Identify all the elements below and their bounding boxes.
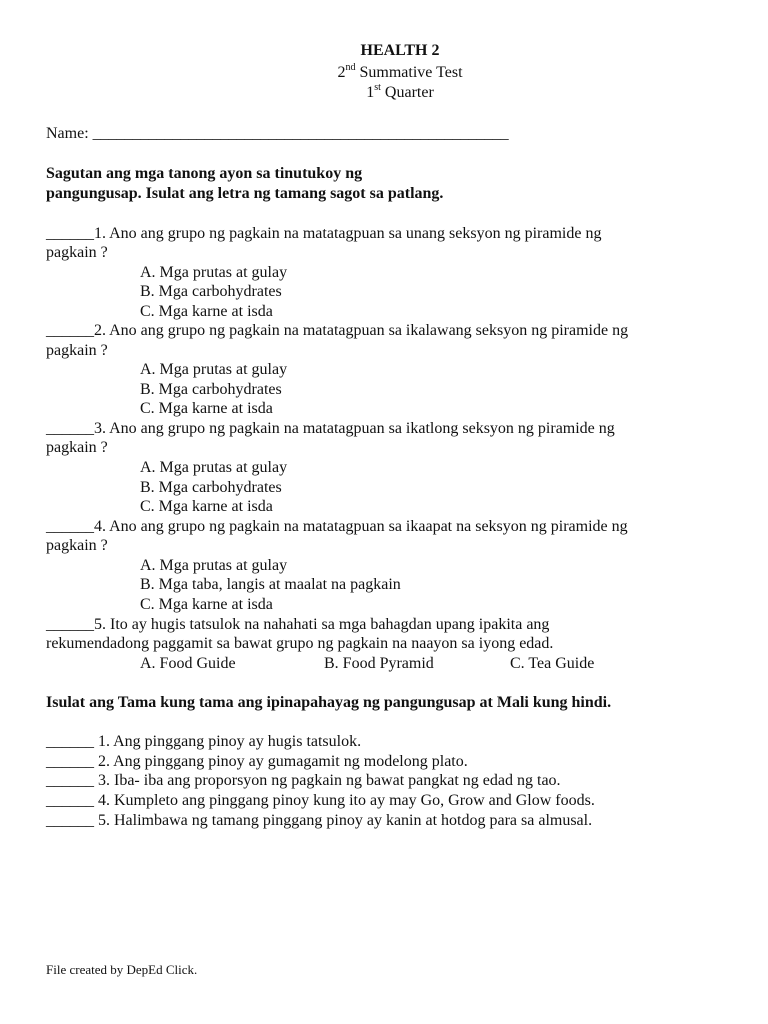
instructions-2: Isulat ang Tama kung tama ang ipinapahayag ng pangungusap at Mali kung hindi. bbox=[46, 694, 612, 711]
question-3-text: ______3. Ano ang grupo ng pagkain na matatagpuan sa ikatlong seksyon ng piramide ng bbox=[46, 420, 615, 437]
quarter-ordinal-suffix: st bbox=[374, 82, 381, 93]
instructions-1-line-2: pangungusap. Isulat ang letra ng tamang sagot sa patlang. bbox=[46, 185, 444, 202]
question-4-option-a: A. Mga prutas at gulay bbox=[140, 557, 288, 574]
question-1-option-c: C. Mga karne at isda bbox=[140, 303, 273, 320]
question-2-option-c: C. Mga karne at isda bbox=[140, 400, 273, 417]
quarter bbox=[0, 83, 768, 103]
question-4-text: ______4. Ano ang grupo ng pagkain na matatagpuan sa ikaapat na seksyon ng piramide ng bbox=[46, 518, 628, 535]
true-false-item-5: ______ 5. Halimbawa ng tamang pinggang pinoy ay kanin at hotdog para sa almusal. bbox=[46, 812, 593, 829]
question-3-option-c: C. Mga karne at isda bbox=[140, 498, 273, 515]
question-4-text-cont: pagkain ? bbox=[46, 537, 108, 554]
question-4-option-c: C. Mga karne at isda bbox=[140, 596, 273, 613]
question-5-text-cont: rekumendadong paggamit sa bawat grupo ng pagkain na naayon sa iyong edad. bbox=[46, 635, 554, 652]
instructions-1-line-1: Sagutan ang mga tanong ayon sa tinutukoy ng bbox=[46, 165, 363, 182]
quarter-text: Quarter bbox=[380, 84, 434, 101]
question-1-text-cont: pagkain ? bbox=[46, 244, 108, 261]
name-field[interactable]: Name: ____________________________________________________ bbox=[46, 125, 509, 142]
true-false-item-3: ______ 3. Iba- iba ang proporsyon ng pagkain ng bawat pangkat ng edad ng tao. bbox=[46, 772, 561, 789]
question-1-option-b: B. Mga carbohydrates bbox=[140, 283, 282, 300]
question-5-option-a: A. Food Guide bbox=[140, 655, 236, 672]
true-false-item-4: ______ 4. Kumpleto ang pinggang pinoy kung ito ay may Go, Grow and Glow foods. bbox=[46, 792, 595, 809]
question-2-option-a: A. Mga prutas at gulay bbox=[140, 361, 288, 378]
true-false-item-2: ______ 2. Ang pinggang pinoy ay gumagamit ng modelong plato. bbox=[46, 753, 468, 770]
subtitle-ordinal: 2 bbox=[337, 64, 346, 81]
question-2-text: ______2. Ano ang grupo ng pagkain na matatagpuan sa ikalawang seksyon ng piramide ng bbox=[46, 322, 629, 339]
footer-credit: File created by DepEd Click. bbox=[46, 962, 198, 977]
question-3-text-cont: pagkain ? bbox=[46, 439, 108, 456]
question-3-option-a: A. Mga prutas at gulay bbox=[140, 459, 288, 476]
question-5-option-c: C. Tea Guide bbox=[510, 655, 595, 672]
question-4-option-b: B. Mga taba, langis at maalat na pagkain bbox=[140, 576, 401, 593]
page-title: HEALTH 2 bbox=[360, 42, 440, 59]
question-5-option-b: B. Food Pyramid bbox=[324, 655, 434, 672]
subtitle-text: Summative Test bbox=[355, 64, 463, 81]
subtitle-ordinal-suffix: nd bbox=[345, 62, 356, 73]
subtitle bbox=[0, 63, 768, 83]
question-5-text: ______5. Ito ay hugis tatsulok na nahahati sa mga bahagdan upang ipakita ang bbox=[46, 616, 550, 633]
quarter-ordinal: 1 bbox=[366, 84, 375, 101]
question-2-text-cont: pagkain ? bbox=[46, 342, 108, 359]
question-1-text: ______1. Ano ang grupo ng pagkain na matatagpuan sa unang seksyon ng piramide ng bbox=[46, 225, 602, 242]
question-3-option-b: B. Mga carbohydrates bbox=[140, 479, 282, 496]
question-2-option-b: B. Mga carbohydrates bbox=[140, 381, 282, 398]
question-1-option-a: A. Mga prutas at gulay bbox=[140, 264, 288, 281]
true-false-item-1: ______ 1. Ang pinggang pinoy ay hugis tatsulok. bbox=[46, 733, 362, 750]
